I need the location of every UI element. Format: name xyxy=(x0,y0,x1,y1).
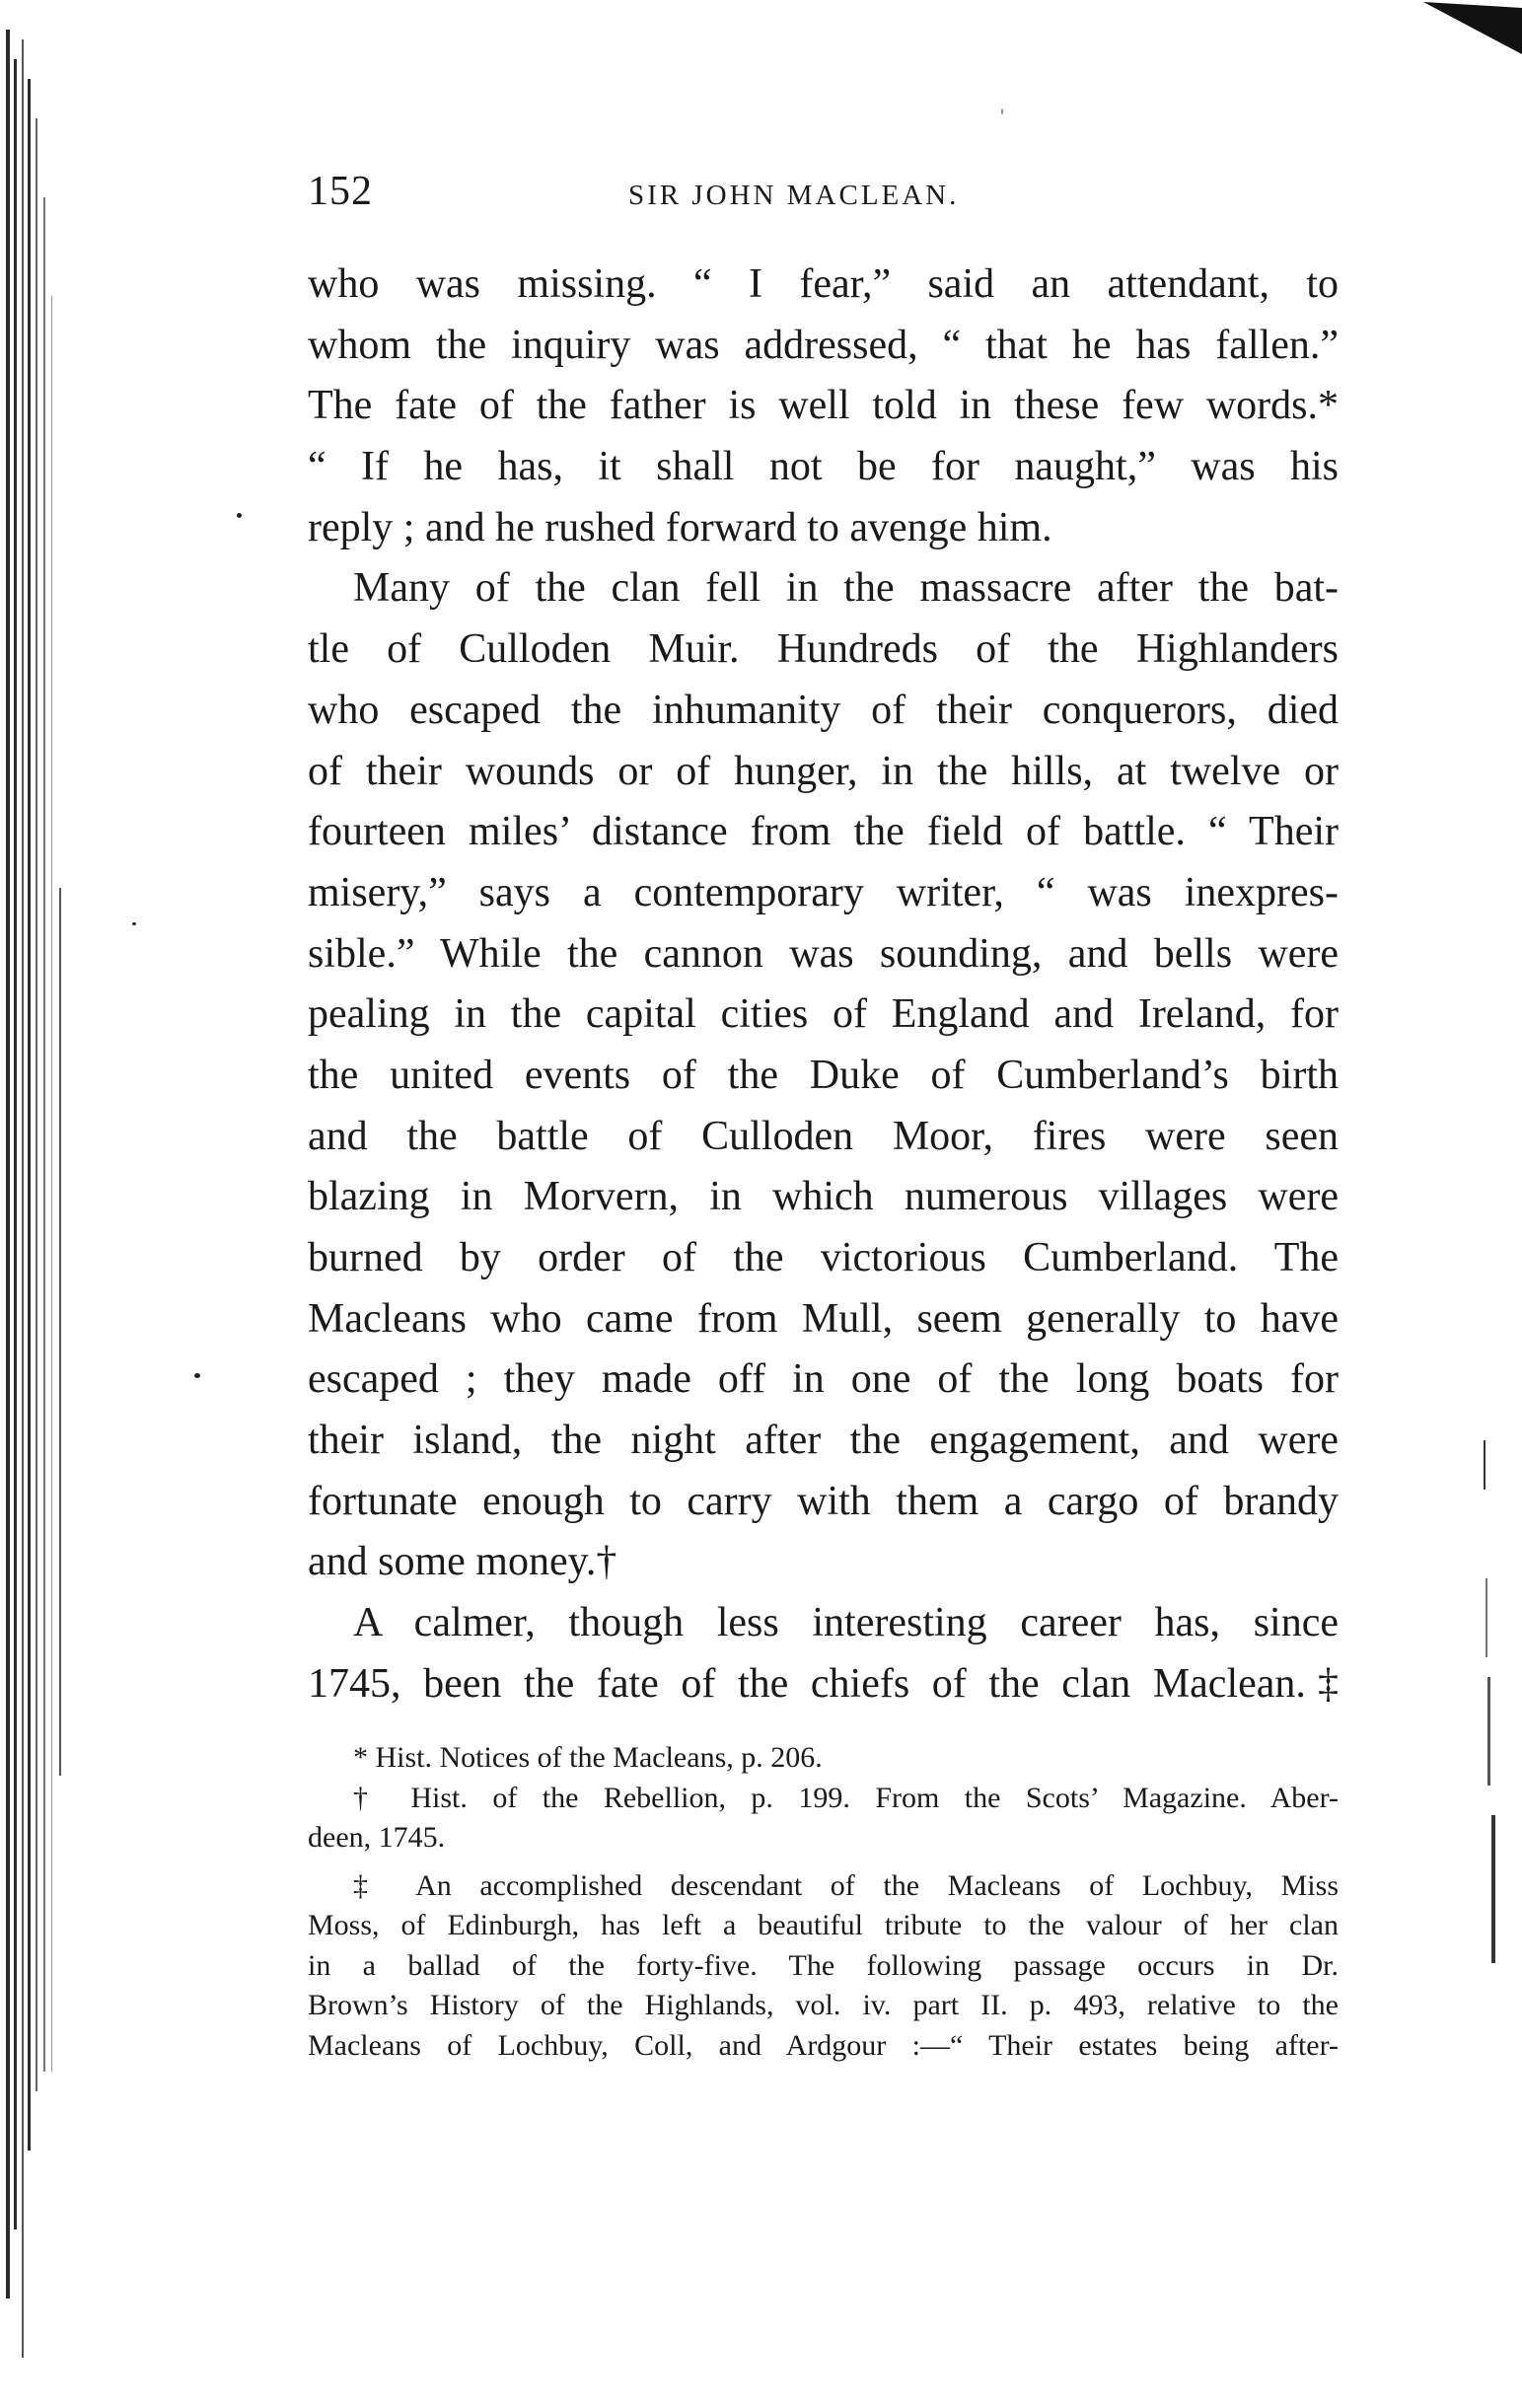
text-line: whom the inquiry was addressed, “ that he has fallen.” xyxy=(308,322,1339,368)
text-line: tle of Culloden Muir. Hundreds of the Highlanders xyxy=(308,626,1339,673)
scan-speck xyxy=(194,1373,200,1378)
footnote-line: Macleans of Lochbuy, Coll, and Ardgour :—“ Their estates being after- xyxy=(308,2028,1339,2062)
text-line: who escaped the inhumanity of their conquerors, died xyxy=(308,687,1339,733)
scan-speck xyxy=(132,922,136,925)
running-head xyxy=(308,168,1339,227)
footnote-line: Moss, of Edinburgh, has left a beautiful tribute to the valour of her clan xyxy=(308,1909,1339,1941)
body-text xyxy=(308,255,1339,1715)
text-line: and the battle of Culloden Moor, fires were seen xyxy=(308,1113,1339,1159)
corner-wedge-icon xyxy=(1404,0,1522,59)
running-title: SIR JOHN MACLEAN. xyxy=(628,180,960,211)
text-line: of their wounds or of hunger, in the hills, at twelve or xyxy=(308,748,1339,794)
text-line: blazing in Morvern, in which numerous villages were xyxy=(308,1174,1339,1220)
page-number: 152 xyxy=(308,169,373,214)
scan-speck xyxy=(237,513,242,518)
text-line: fortunate enough to carry with them a cargo of brandy xyxy=(308,1478,1339,1524)
footnote-line: * Hist. Notices of the Macleans, p. 206. xyxy=(353,1741,823,1774)
footnote-line: † Hist. of the Rebellion, p. 199. From the Scots’ Magazine. Aber- xyxy=(353,1781,1339,1814)
footnote-line: deen, 1745. xyxy=(308,1821,446,1854)
text-line: who was missing. “ I fear,” said an attendant, to xyxy=(308,261,1339,307)
text-line: 1745, been the fate of the chiefs of the clan Maclean.‡ xyxy=(308,1660,1339,1707)
text-line: the united events of the Duke of Cumberland’s birth xyxy=(308,1052,1339,1098)
scan-speck xyxy=(1001,109,1003,114)
text-line: fourteen miles’ distance from the field of battle. “ Their xyxy=(308,809,1339,855)
footnote-line: ‡ An accomplished descendant of the Macleans of Lochbuy, Miss xyxy=(353,1868,1339,1902)
binding-edge-shadow xyxy=(0,0,69,2408)
text-line: escaped ; they made off in one of the long boats for xyxy=(308,1356,1339,1403)
text-line: The fate of the father is well told in these few words.* xyxy=(308,383,1339,429)
text-line: sible.” While the cannon was sounding, and bells were xyxy=(308,930,1339,977)
text-line: and some money.† xyxy=(308,1539,617,1585)
scan-edge-marks xyxy=(1480,1421,1499,1973)
text-line: A calmer, though less interesting career has, since xyxy=(353,1600,1339,1646)
footnote-line: in a ballad of the forty-five. The following passage occurs in Dr. xyxy=(308,1948,1339,1982)
text-line: Many of the clan fell in the massacre after the bat- xyxy=(353,565,1339,612)
text-line: “ If he has, it shall not be for naught,” was his xyxy=(308,444,1339,490)
text-line: reply ; and he rushed forward to avenge him. xyxy=(308,504,1052,550)
text-line: Macleans who came from Mull, seem generally to have xyxy=(308,1295,1339,1342)
text-line: misery,” says a contemporary writer, “ was inexpres- xyxy=(308,869,1339,915)
text-line: their island, the night after the engagement, and were xyxy=(308,1418,1339,1464)
text-line: pealing in the capital cities of England and Ireland, for xyxy=(308,991,1339,1038)
footnote-line: Brown’s History of the Highlands, vol. iv. part II. p. 493, relative to the xyxy=(308,1989,1339,2021)
text-line: burned by order of the victorious Cumberland. The xyxy=(308,1235,1339,1280)
footnotes xyxy=(308,1738,1339,2066)
